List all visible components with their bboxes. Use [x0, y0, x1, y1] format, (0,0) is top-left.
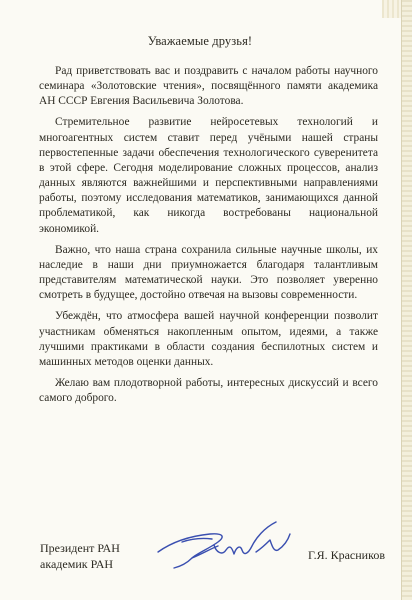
signatory-name: Г.Я. Красников — [308, 548, 385, 562]
decorative-border-right — [401, 0, 412, 600]
paragraph-greeting: Рад приветствовать вас и поздравить с началом работы научного семинара «Золотовские чтения», посвящённого памяти академика АН СССР Евгения Васильевича Золотова. — [39, 65, 378, 108]
letter-body — [39, 64, 378, 412]
paragraph-technology: Стремительное развитие нейросетевых технологий и многоагентных систем ставит перед учёными нашей страны первостепенные задачи обеспечения технологического суверенитета в этой сфере. Сегодня моделирование сложных процессов, анализ данных являются важнейшими и перспективными направлениями работы, поэтому исследования математиков, занимающихся данной проблематикой, как никогда востребованы национальной экономикой. — [39, 116, 378, 235]
handwritten-signature — [152, 512, 302, 572]
signatory-title-line2: академик РАН — [40, 557, 114, 571]
paragraph-wishes: Желаю вам плодотворной работы, интересных дискуссий и всего самого доброго. — [39, 376, 378, 405]
signatory-title-line1: Президент РАН — [40, 541, 120, 555]
paragraph-conference: Убеждён, что атмосфера вашей научной конференции позволит участникам обменяться накопленным опытом, идеями, а также лучшими практиками в области создания беспилотных систем и машинных методов оценки данных. — [39, 310, 378, 368]
signatory-title — [40, 540, 120, 572]
paragraph-schools: Важно, что наша страна сохранила сильные научные школы, их наследие в наши дни приумножается благодаря талантливым представителям математической науки. Это позволяет уверенно смотреть в будущее, достойно отвечая на вызовы современности. — [39, 243, 378, 302]
salutation: Уважаемые друзья! — [147, 34, 253, 48]
signature-block — [40, 540, 385, 580]
